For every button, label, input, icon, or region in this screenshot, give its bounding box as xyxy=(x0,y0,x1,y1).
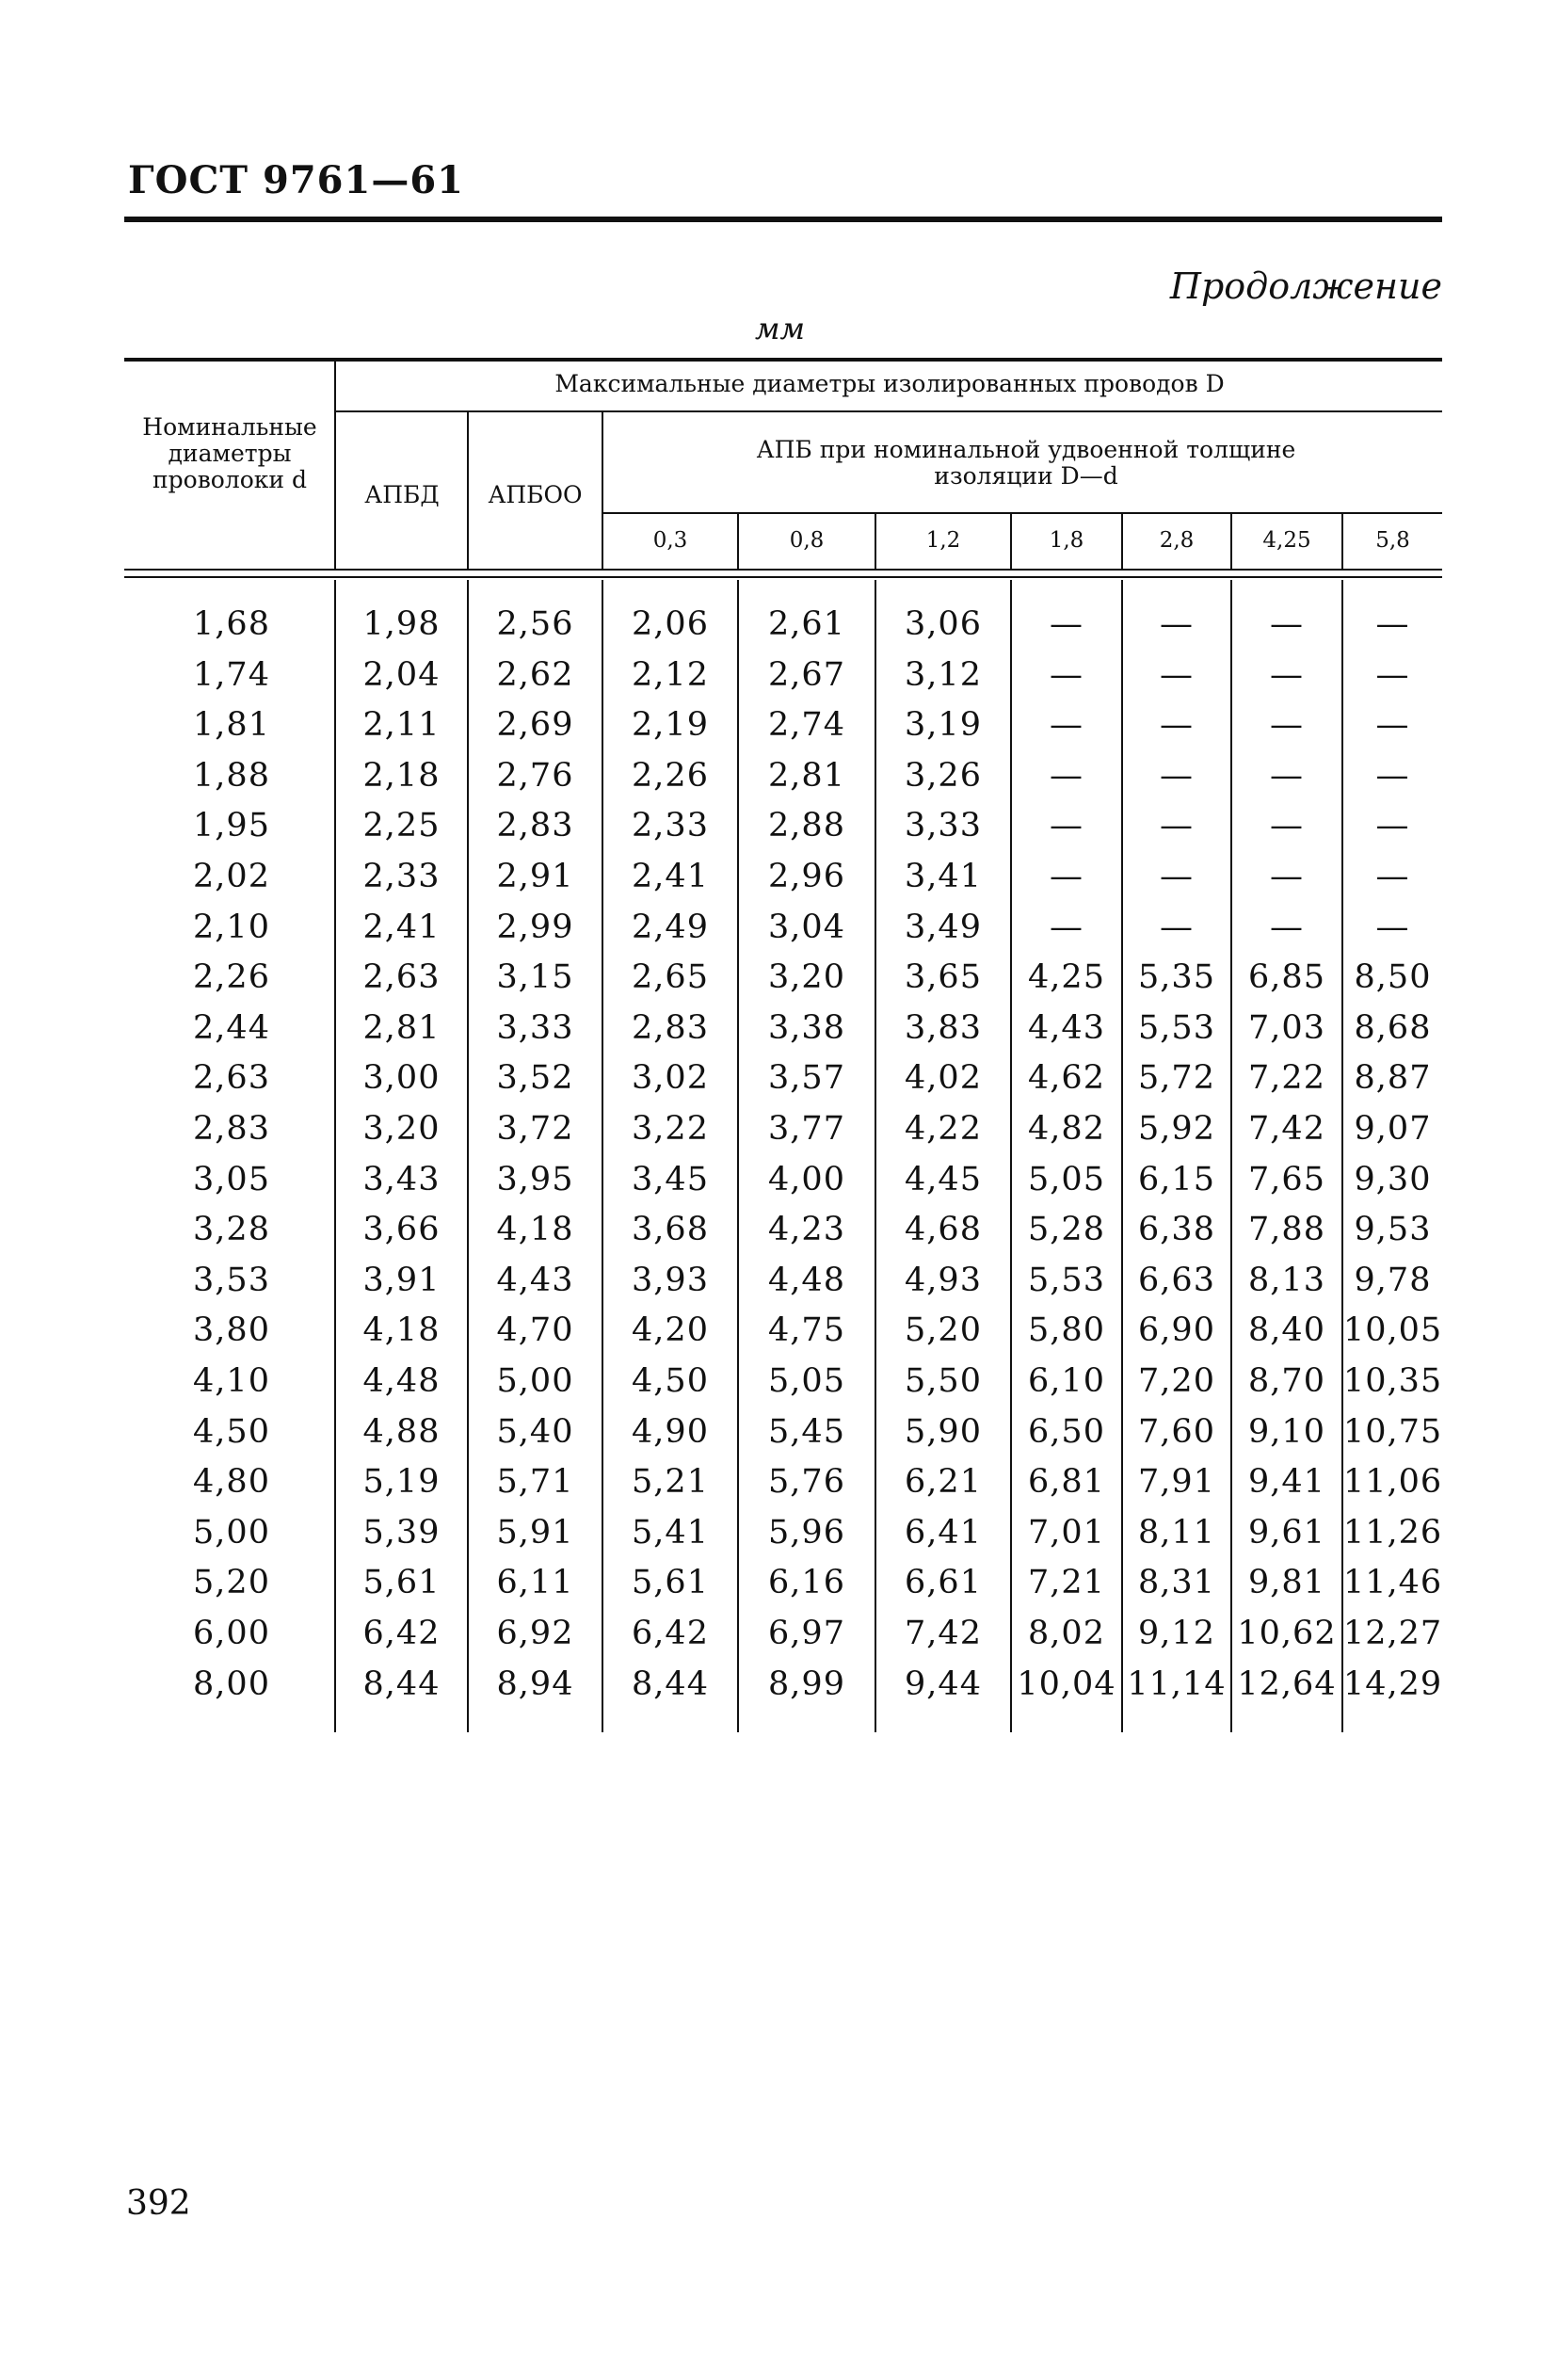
cell-value: — xyxy=(1270,908,1304,946)
cell-value: 3,77 xyxy=(768,1110,845,1148)
cell-value: 6,21 xyxy=(905,1463,982,1502)
cell-value: 3,38 xyxy=(768,1008,845,1047)
cell-value: 7,88 xyxy=(1248,1211,1325,1249)
cell-nominal-diameter: 1,95 xyxy=(193,807,270,845)
cell-value: 5,76 xyxy=(768,1463,845,1502)
cell-nominal-diameter: 2,26 xyxy=(193,958,270,997)
table-row xyxy=(0,1305,1557,1356)
cell-value: — xyxy=(1375,756,1410,795)
cell-value: 6,10 xyxy=(1028,1362,1105,1400)
cell-value: 2,41 xyxy=(362,908,441,946)
header-thickness-2: 1,2 xyxy=(925,528,961,553)
cell-value: 10,04 xyxy=(1017,1664,1116,1703)
header-max-diameter: Максимальные диаметры изолированных проводов D xyxy=(554,370,1225,397)
cell-value: 5,61 xyxy=(632,1564,709,1602)
cell-value: 8,02 xyxy=(1028,1615,1105,1652)
cell-value: 2,99 xyxy=(496,908,574,946)
cell-value: — xyxy=(1160,655,1194,694)
cell-value: 4,68 xyxy=(905,1211,982,1249)
table-row xyxy=(0,1659,1557,1710)
cell-nominal-diameter: 1,74 xyxy=(193,655,270,694)
cell-value: 2,25 xyxy=(362,807,441,845)
cell-value: 3,20 xyxy=(362,1110,441,1148)
cell-value: 2,83 xyxy=(496,807,574,845)
cell-value: 7,42 xyxy=(905,1615,982,1652)
header-apb: АПБ при номинальной удвоенной толщине изоляции D—d xyxy=(756,436,1296,490)
page-number: 392 xyxy=(126,2184,191,2223)
cell-value: 6,90 xyxy=(1138,1311,1215,1350)
cell-value: 3,83 xyxy=(905,1008,982,1047)
cell-value: 10,75 xyxy=(1343,1412,1443,1451)
table-row xyxy=(0,1507,1557,1558)
cell-value: 2,41 xyxy=(632,858,709,895)
header-apboo: АПБОО xyxy=(488,481,583,508)
cell-value: 6,63 xyxy=(1138,1261,1215,1299)
cell-value: 4,48 xyxy=(768,1261,845,1299)
cell-value: 3,26 xyxy=(905,756,982,795)
cell-value: — xyxy=(1270,605,1304,643)
cell-value: 5,96 xyxy=(768,1513,845,1552)
cell-value: — xyxy=(1270,706,1304,745)
continuation-label: Продолжение xyxy=(1169,265,1442,307)
cell-nominal-diameter: 3,53 xyxy=(193,1261,270,1299)
cell-value: 2,26 xyxy=(632,756,709,795)
header-apbd: АПБД xyxy=(364,481,440,508)
cell-value: — xyxy=(1050,908,1083,946)
cell-value: 2,56 xyxy=(496,605,574,643)
cell-value: 4,00 xyxy=(768,1160,845,1198)
header-thickness-5: 4,25 xyxy=(1262,528,1311,553)
cell-value: 3,06 xyxy=(905,605,982,643)
cell-value: 3,15 xyxy=(496,958,574,997)
cell-nominal-diameter: 2,02 xyxy=(193,858,270,895)
cell-value: 3,65 xyxy=(905,958,982,997)
cell-value: 11,46 xyxy=(1343,1564,1443,1602)
cell-value: 3,52 xyxy=(496,1059,574,1098)
cell-value: 6,92 xyxy=(496,1615,574,1652)
cell-value: — xyxy=(1050,756,1083,795)
cell-value: 2,33 xyxy=(632,807,709,845)
cell-value: 6,42 xyxy=(362,1615,441,1652)
cell-nominal-diameter: 1,81 xyxy=(193,706,270,745)
cell-value: — xyxy=(1270,807,1304,845)
cell-value: 3,95 xyxy=(496,1160,574,1198)
cell-value: 7,22 xyxy=(1248,1059,1325,1098)
cell-value: 9,41 xyxy=(1248,1463,1325,1502)
cell-value: 10,05 xyxy=(1343,1311,1443,1350)
cell-value: 5,91 xyxy=(496,1513,574,1552)
cell-value: 2,49 xyxy=(632,908,709,946)
cell-value: — xyxy=(1050,807,1083,845)
cell-value: 4,75 xyxy=(768,1311,845,1350)
cell-value: 10,62 xyxy=(1237,1615,1337,1652)
cell-value: 2,06 xyxy=(632,605,709,643)
cell-nominal-diameter: 1,68 xyxy=(193,605,270,643)
cell-value: 2,88 xyxy=(768,807,845,845)
cell-value: 5,20 xyxy=(905,1311,982,1350)
cell-value: 3,33 xyxy=(496,1008,574,1047)
cell-value: 3,41 xyxy=(905,858,982,895)
cell-value: 9,78 xyxy=(1354,1261,1432,1299)
cell-value: 5,40 xyxy=(496,1412,574,1451)
cell-value: 3,02 xyxy=(632,1059,709,1098)
cell-value: 4,18 xyxy=(496,1211,574,1249)
cell-value: 4,45 xyxy=(905,1160,982,1198)
table-row xyxy=(0,1053,1557,1103)
cell-value: 5,39 xyxy=(362,1513,441,1552)
cell-nominal-diameter: 8,00 xyxy=(193,1664,270,1703)
cell-value: 4,18 xyxy=(362,1311,441,1350)
cell-value: 7,91 xyxy=(1138,1463,1215,1502)
cell-value: 6,41 xyxy=(905,1513,982,1552)
table-row xyxy=(0,800,1557,851)
cell-value: — xyxy=(1160,605,1194,643)
top-rule xyxy=(124,217,1442,222)
cell-value: — xyxy=(1270,655,1304,694)
cell-value: 5,21 xyxy=(632,1463,709,1502)
cell-nominal-diameter: 2,10 xyxy=(193,908,270,946)
cell-value: 2,12 xyxy=(632,655,709,694)
cell-value: 2,67 xyxy=(768,655,845,694)
table-row xyxy=(0,952,1557,1003)
cell-value: 8,31 xyxy=(1138,1564,1215,1602)
cell-value: 9,07 xyxy=(1354,1110,1432,1148)
cell-value: 3,49 xyxy=(905,908,982,946)
cell-value: 5,80 xyxy=(1028,1311,1105,1350)
header-vline-d xyxy=(334,362,336,569)
header-thickness-0: 0,3 xyxy=(652,528,688,553)
cell-value: 6,85 xyxy=(1248,958,1325,997)
table-row xyxy=(0,750,1557,801)
cell-value: 3,22 xyxy=(632,1110,709,1148)
cell-value: 2,74 xyxy=(768,706,845,745)
cell-value: 2,19 xyxy=(632,706,709,745)
unit-label: мм xyxy=(755,311,806,346)
table-head-bottom-rule xyxy=(124,569,1442,571)
cell-value: 2,81 xyxy=(768,756,845,795)
cell-nominal-diameter: 4,10 xyxy=(193,1362,270,1400)
cell-value: 2,65 xyxy=(632,958,709,997)
cell-value: — xyxy=(1375,807,1410,845)
cell-nominal-diameter: 4,50 xyxy=(193,1412,270,1451)
table-top-rule xyxy=(124,358,1442,362)
cell-value: — xyxy=(1160,908,1194,946)
cell-nominal-diameter: 2,44 xyxy=(193,1008,270,1047)
table-row xyxy=(0,1557,1557,1608)
cell-value: 3,04 xyxy=(768,908,845,946)
cell-nominal-diameter: 4,80 xyxy=(193,1463,270,1502)
cell-value: 4,20 xyxy=(632,1311,709,1350)
cell-value: 8,40 xyxy=(1248,1311,1325,1350)
cell-value: — xyxy=(1160,756,1194,795)
cell-value: 9,10 xyxy=(1248,1412,1325,1451)
cell-value: 3,20 xyxy=(768,958,845,997)
cell-value: 5,92 xyxy=(1138,1110,1215,1148)
cell-value: 4,22 xyxy=(905,1110,982,1148)
table-row xyxy=(0,1456,1557,1507)
header-thickness-4: 2,8 xyxy=(1159,528,1195,553)
cell-nominal-diameter: 2,83 xyxy=(193,1110,270,1148)
table-row xyxy=(0,1356,1557,1407)
cell-value: 4,88 xyxy=(362,1412,441,1451)
table-row xyxy=(0,700,1557,750)
cell-nominal-diameter: 3,80 xyxy=(193,1311,270,1350)
cell-value: 7,01 xyxy=(1028,1513,1105,1552)
cell-nominal-diameter: 6,00 xyxy=(193,1615,270,1652)
cell-value: 6,11 xyxy=(496,1564,574,1602)
cell-value: 4,25 xyxy=(1028,958,1105,997)
table-row xyxy=(0,1003,1557,1053)
cell-nominal-diameter: 5,00 xyxy=(193,1513,270,1552)
cell-value: 5,72 xyxy=(1138,1059,1215,1098)
cell-value: 7,65 xyxy=(1248,1160,1325,1198)
cell-value: — xyxy=(1375,908,1410,946)
cell-value: — xyxy=(1160,706,1194,745)
cell-value: 7,03 xyxy=(1248,1008,1325,1047)
table-row xyxy=(0,1608,1557,1659)
cell-value: 4,02 xyxy=(905,1059,982,1098)
cell-value: — xyxy=(1375,605,1410,643)
cell-value: 4,23 xyxy=(768,1211,845,1249)
cell-value: — xyxy=(1050,858,1083,895)
cell-value: 8,11 xyxy=(1138,1513,1215,1552)
cell-value: 8,13 xyxy=(1248,1261,1325,1299)
cell-value: 9,53 xyxy=(1354,1211,1432,1249)
cell-value: 5,28 xyxy=(1028,1211,1105,1249)
cell-value: — xyxy=(1050,706,1083,745)
cell-value: 6,42 xyxy=(632,1615,709,1652)
cell-value: 6,15 xyxy=(1138,1160,1215,1198)
header-thickness-3: 1,8 xyxy=(1049,528,1084,553)
cell-value: 5,35 xyxy=(1138,958,1215,997)
cell-nominal-diameter: 5,20 xyxy=(193,1564,270,1602)
cell-value: 3,45 xyxy=(632,1160,709,1198)
cell-value: 8,44 xyxy=(362,1664,441,1703)
header-thickness-6: 5,8 xyxy=(1375,528,1410,553)
cell-value: 11,14 xyxy=(1127,1664,1227,1703)
table-row xyxy=(0,650,1557,700)
header-sub-rule-1 xyxy=(335,410,1442,412)
cell-value: 6,16 xyxy=(768,1564,845,1602)
cell-value: 2,33 xyxy=(362,858,441,895)
cell-value: 5,50 xyxy=(905,1362,982,1400)
cell-value: — xyxy=(1160,858,1194,895)
cell-value: 2,62 xyxy=(496,655,574,694)
cell-value: 14,29 xyxy=(1343,1664,1443,1703)
cell-value: 9,30 xyxy=(1354,1160,1432,1198)
cell-value: 7,21 xyxy=(1028,1564,1105,1602)
cell-value: 2,96 xyxy=(768,858,845,895)
cell-value: 4,43 xyxy=(496,1261,574,1299)
cell-value: 7,20 xyxy=(1138,1362,1215,1400)
table-row xyxy=(0,851,1557,902)
table-row xyxy=(0,1204,1557,1255)
cell-value: 2,83 xyxy=(632,1008,709,1047)
cell-value: 6,38 xyxy=(1138,1211,1215,1249)
cell-value: 11,26 xyxy=(1343,1513,1443,1552)
cell-value: — xyxy=(1270,756,1304,795)
cell-value: 10,35 xyxy=(1343,1362,1443,1400)
cell-value: 3,66 xyxy=(362,1211,441,1249)
header-nominal-diameter: Номинальные диаметры проволоки d xyxy=(142,413,317,493)
cell-value: 2,04 xyxy=(362,655,441,694)
cell-value: 2,81 xyxy=(362,1008,441,1047)
cell-nominal-diameter: 2,63 xyxy=(193,1059,270,1098)
cell-value: 2,91 xyxy=(496,858,574,895)
cell-value: 9,44 xyxy=(905,1664,982,1703)
cell-value: 4,70 xyxy=(496,1311,574,1350)
table-row xyxy=(0,1407,1557,1457)
cell-value: 12,27 xyxy=(1343,1615,1443,1652)
cell-value: 9,81 xyxy=(1248,1564,1325,1602)
cell-value: 2,69 xyxy=(496,706,574,745)
cell-value: 6,61 xyxy=(905,1564,982,1602)
cell-value: 9,12 xyxy=(1138,1615,1215,1652)
cell-value: — xyxy=(1375,655,1410,694)
cell-value: 3,33 xyxy=(905,807,982,845)
table-row xyxy=(0,1103,1557,1154)
cell-nominal-diameter: 1,88 xyxy=(193,756,270,795)
cell-value: 3,19 xyxy=(905,706,982,745)
cell-value: 5,41 xyxy=(632,1513,709,1552)
cell-value: 5,90 xyxy=(905,1412,982,1451)
cell-value: 4,62 xyxy=(1028,1059,1105,1098)
cell-nominal-diameter: 3,28 xyxy=(193,1211,270,1249)
cell-value: 4,48 xyxy=(362,1362,441,1400)
table-row xyxy=(0,1255,1557,1306)
cell-value: 2,11 xyxy=(362,706,441,745)
cell-value: — xyxy=(1270,858,1304,895)
cell-value: 4,93 xyxy=(905,1261,982,1299)
table-head-bottom-rule-double xyxy=(124,576,1442,578)
cell-value: 8,70 xyxy=(1248,1362,1325,1400)
cell-value: 6,81 xyxy=(1028,1463,1105,1502)
cell-value: 3,72 xyxy=(496,1110,574,1148)
cell-value: — xyxy=(1375,858,1410,895)
cell-value: 2,76 xyxy=(496,756,574,795)
cell-value: 7,60 xyxy=(1138,1412,1215,1451)
cell-value: 4,43 xyxy=(1028,1008,1105,1047)
cell-value: 4,50 xyxy=(632,1362,709,1400)
cell-value: 3,57 xyxy=(768,1059,845,1098)
cell-value: 4,90 xyxy=(632,1412,709,1451)
cell-value: 3,12 xyxy=(905,655,982,694)
cell-value: 8,94 xyxy=(496,1664,574,1703)
cell-value: 5,53 xyxy=(1138,1008,1215,1047)
table-row xyxy=(0,902,1557,953)
cell-value: 2,63 xyxy=(362,958,441,997)
cell-value: 3,68 xyxy=(632,1211,709,1249)
cell-nominal-diameter: 3,05 xyxy=(193,1160,270,1198)
cell-value: 8,87 xyxy=(1354,1059,1432,1098)
cell-value: 5,05 xyxy=(768,1362,845,1400)
cell-value: 5,71 xyxy=(496,1463,574,1502)
cell-value: 5,00 xyxy=(496,1362,574,1400)
doc-title: ГОСТ 9761—61 xyxy=(128,158,464,202)
cell-value: 3,93 xyxy=(632,1261,709,1299)
cell-value: 1,98 xyxy=(362,605,441,643)
header-thickness-1: 0,8 xyxy=(789,528,825,553)
cell-value: 5,61 xyxy=(362,1564,441,1602)
cell-value: 6,50 xyxy=(1028,1412,1105,1451)
cell-value: 9,61 xyxy=(1248,1513,1325,1552)
cell-value: 2,61 xyxy=(768,605,845,643)
cell-value: 8,68 xyxy=(1354,1008,1432,1047)
cell-value: 3,00 xyxy=(362,1059,441,1098)
cell-value: 5,05 xyxy=(1028,1160,1105,1198)
cell-value: 3,91 xyxy=(362,1261,441,1299)
table-row xyxy=(0,1154,1557,1205)
cell-value: 5,19 xyxy=(362,1463,441,1502)
cell-value: 7,42 xyxy=(1248,1110,1325,1148)
cell-value: 11,06 xyxy=(1343,1463,1443,1502)
cell-value: 2,18 xyxy=(362,756,441,795)
cell-value: 8,99 xyxy=(768,1664,845,1703)
cell-value: 4,82 xyxy=(1028,1110,1105,1148)
cell-value: 6,97 xyxy=(768,1615,845,1652)
cell-value: — xyxy=(1375,706,1410,745)
cell-value: 3,43 xyxy=(362,1160,441,1198)
cell-value: — xyxy=(1050,655,1083,694)
cell-value: 8,50 xyxy=(1354,958,1432,997)
header-sub-rule-2 xyxy=(602,512,1442,514)
cell-value: 5,53 xyxy=(1028,1261,1105,1299)
cell-value: 12,64 xyxy=(1237,1664,1337,1703)
cell-value: 8,44 xyxy=(632,1664,709,1703)
table-row xyxy=(0,599,1557,650)
cell-value: 5,45 xyxy=(768,1412,845,1451)
cell-value: — xyxy=(1160,807,1194,845)
cell-value: — xyxy=(1050,605,1083,643)
